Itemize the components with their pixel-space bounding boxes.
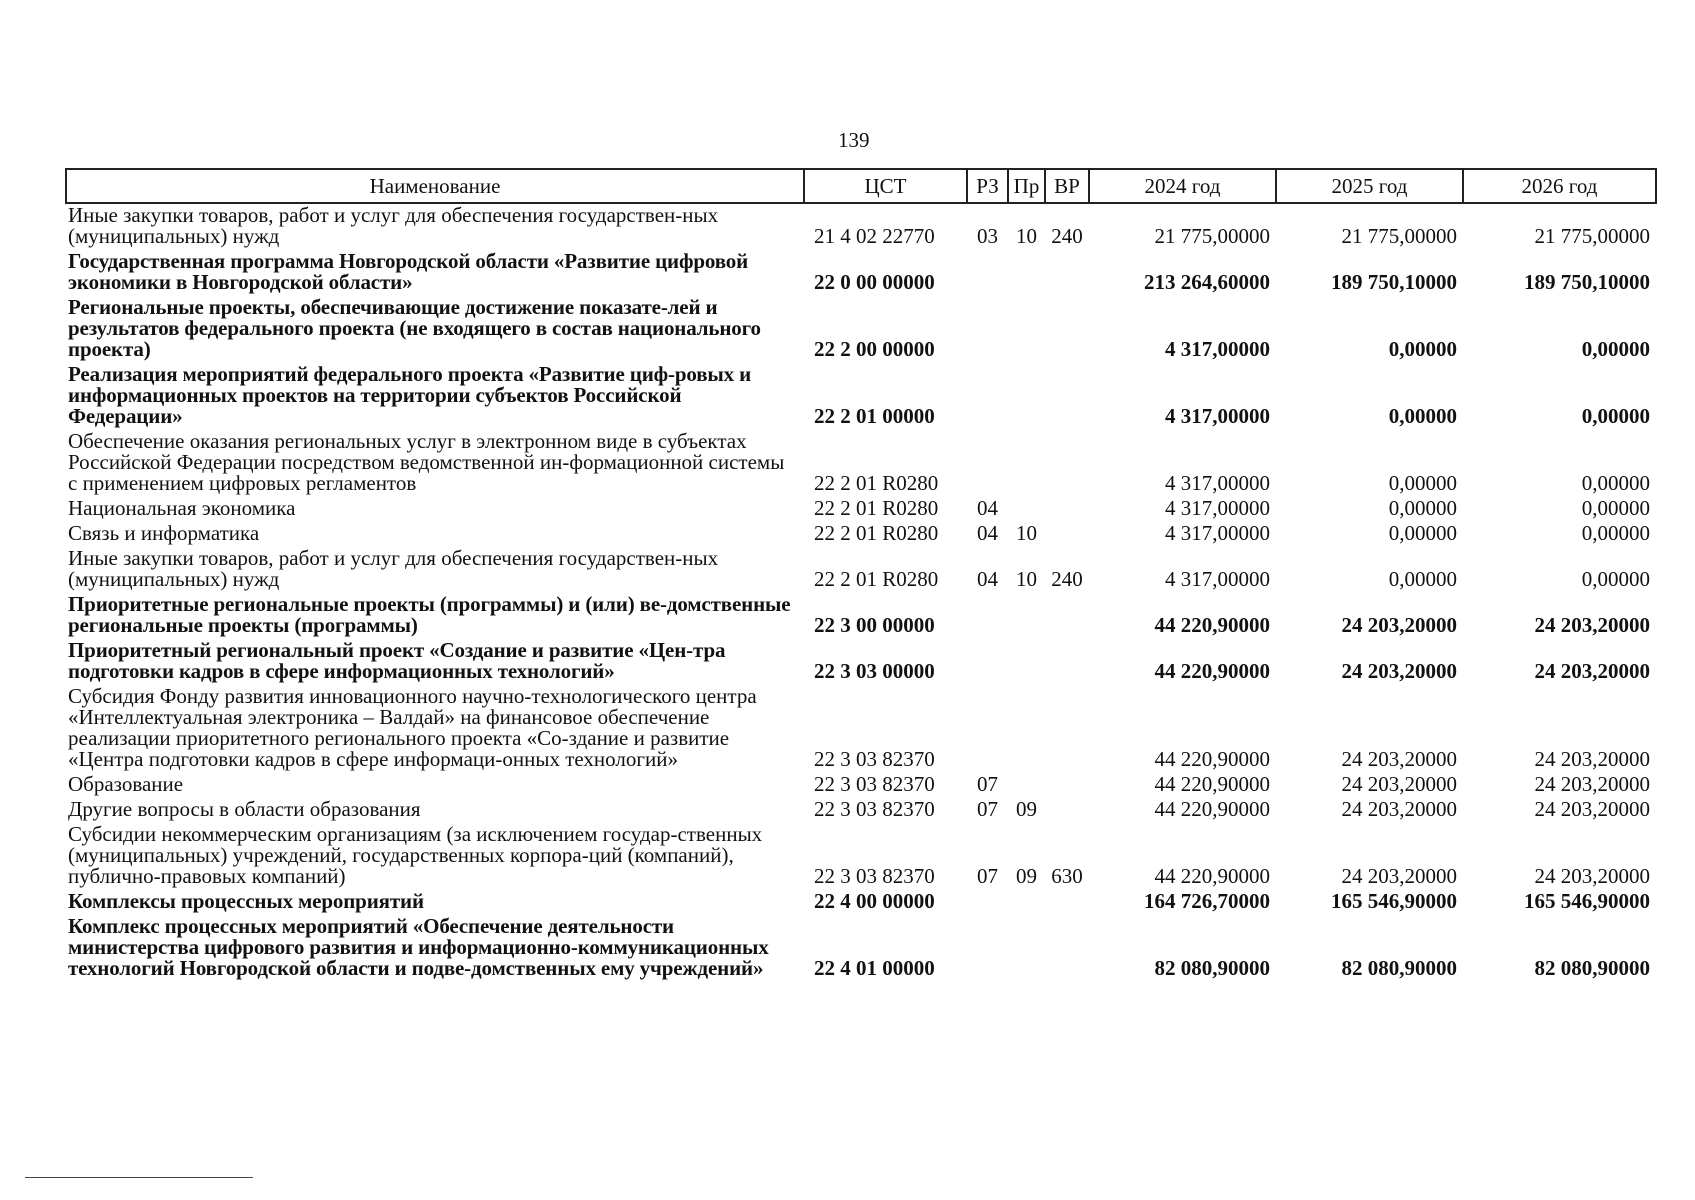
row-name: Государственная программа Новгородской области «Развитие цифровой экономики в Новгородской области» [68,249,749,294]
row-2025: 24 203,20000 [1341,797,1457,821]
row-pr: 10 [1016,521,1037,545]
row-cst: 22 3 03 82370 [814,797,935,821]
row-rz [967,296,1008,363]
row-2024: 21 775,00000 [1154,224,1270,248]
row-cst: 22 2 01 R0280 [814,471,939,495]
row-vr [1045,685,1089,773]
row-2026: 0,00000 [1581,337,1650,361]
row-name: Приоритетные региональные проекты (программы) и (или) ве-домственные региональные проекты (программы) [68,592,791,637]
row-2026: 21 775,00000 [1534,224,1650,248]
row-vr [1045,363,1089,430]
row-vr [1045,915,1089,982]
row-vr [1045,639,1089,685]
footer-rule [25,1177,253,1178]
row-2025: 0,00000 [1388,567,1457,591]
header-cst: ЦСТ [804,169,967,203]
row-2024: 4 317,00000 [1165,337,1270,361]
row-vr [1045,773,1089,798]
row-2025: 82 080,90000 [1341,956,1457,980]
row-2024: 44 220,90000 [1154,864,1270,888]
row-cst: 22 2 01 R0280 [814,496,939,520]
row-2026: 165 546,90000 [1524,889,1650,913]
row-2026: 82 080,90000 [1534,956,1650,980]
row-2024: 44 220,90000 [1154,613,1270,637]
header-pr: Пр [1008,169,1045,203]
row-pr [1008,773,1045,798]
row-2026: 24 203,20000 [1534,864,1650,888]
row-name: Связь и информатика [68,521,260,545]
row-vr [1045,798,1089,823]
row-name: Образование [68,772,184,796]
table-row [66,497,1656,522]
row-2026: 189 750,10000 [1524,270,1650,294]
row-2024: 213 264,60000 [1144,270,1270,294]
row-2025: 24 203,20000 [1341,772,1457,796]
table-row [66,430,1656,497]
row-cst: 22 2 01 R0280 [814,567,939,591]
row-rz: 04 [977,567,998,591]
row-pr [1008,685,1045,773]
table-row [66,522,1656,547]
row-cst: 22 3 03 82370 [814,772,935,796]
row-name: Приоритетный региональный проект «Создание и развитие «Цен-тра подготовки кадров в сфере информационных технологий» [68,638,726,683]
table-row [66,296,1656,363]
table-row [66,798,1656,823]
row-pr [1008,890,1045,915]
row-pr [1008,296,1045,363]
row-name: Другие вопросы в области образования [68,797,421,821]
row-vr: 240 [1051,224,1083,248]
table-row [66,890,1656,915]
table-row [66,639,1656,685]
row-2026: 0,00000 [1581,496,1650,520]
row-2025: 24 203,20000 [1341,613,1457,637]
row-name: Комплексы процессных мероприятий [68,889,424,913]
row-rz: 04 [977,496,998,520]
row-2025: 165 546,90000 [1331,889,1457,913]
row-2025: 21 775,00000 [1341,224,1457,248]
row-vr [1045,497,1089,522]
row-2026: 24 203,20000 [1534,772,1650,796]
row-pr [1008,639,1045,685]
row-vr [1045,250,1089,296]
row-name: Обеспечение оказания региональных услуг в электронном виде в субъектах Российской Федерации посредством ведомственной ин-формационной системы с применением цифровых регламентов [68,429,785,495]
table-row [66,250,1656,296]
header-rz: РЗ [967,169,1008,203]
row-rz: 07 [977,772,998,796]
row-cst: 22 3 03 82370 [814,864,935,888]
row-pr [1008,430,1045,497]
row-rz [967,639,1008,685]
row-2026: 24 203,20000 [1534,613,1650,637]
row-rz [967,250,1008,296]
row-rz [967,685,1008,773]
row-pr [1008,593,1045,639]
table-header-row [66,169,1656,203]
row-pr [1008,497,1045,522]
row-vr [1045,890,1089,915]
row-2025: 0,00000 [1388,404,1457,428]
table-row [66,773,1656,798]
table-body [66,203,1656,982]
row-2025: 24 203,20000 [1341,864,1457,888]
row-pr [1008,250,1045,296]
table-row [66,685,1656,773]
row-name: Иные закупки товаров, работ и услуг для обеспечения государствен-ных (муниципальных) нужд [68,203,719,248]
header-2025: 2025 год [1276,169,1463,203]
row-name: Комплекс процессных мероприятий «Обеспечение деятельности министерства цифрового развития и информационно-коммуникационных технологий Новгородской области и подве-домственных ему учреждений» [68,914,769,980]
row-2026: 24 203,20000 [1534,747,1650,771]
row-vr [1045,296,1089,363]
row-cst: 22 2 01 00000 [814,404,935,428]
row-rz: 07 [977,864,998,888]
row-2024: 44 220,90000 [1154,797,1270,821]
table-row [66,547,1656,593]
row-pr: 10 [1016,567,1037,591]
table-row [66,823,1656,890]
page-number: 139 [838,128,870,152]
row-rz [967,890,1008,915]
row-2026: 0,00000 [1581,471,1650,495]
row-2025: 0,00000 [1388,521,1457,545]
row-pr [1008,915,1045,982]
row-name: Региональные проекты, обеспечивающие достижение показате-лей и результатов федерального проекта (не входящего в состав национального проекта) [68,295,761,361]
row-2024: 82 080,90000 [1154,956,1270,980]
row-2026: 0,00000 [1581,521,1650,545]
row-2025: 0,00000 [1388,496,1457,520]
row-cst: 22 0 00 00000 [814,270,935,294]
row-name: Субсидии некоммерческим организациям (за исключением государ-ственных (муниципальных) учреждений, государственных корпора-ций (компаний), публично-правовых компаний) [68,822,763,888]
row-name: Национальная экономика [68,496,296,520]
row-2025: 0,00000 [1388,471,1457,495]
header-2024: 2024 год [1089,169,1276,203]
row-2025: 24 203,20000 [1341,659,1457,683]
row-vr [1045,593,1089,639]
row-rz [967,430,1008,497]
budget-table [65,168,1657,982]
row-cst: 22 3 03 82370 [814,747,935,771]
row-2024: 44 220,90000 [1154,747,1270,771]
row-2026: 24 203,20000 [1534,659,1650,683]
row-2024: 4 317,00000 [1165,567,1270,591]
row-cst: 22 2 01 R0280 [814,521,939,545]
row-2024: 4 317,00000 [1165,471,1270,495]
row-cst: 21 4 02 22770 [814,224,935,248]
row-vr: 240 [1051,567,1083,591]
row-rz: 04 [977,521,998,545]
row-rz [967,363,1008,430]
row-vr [1045,522,1089,547]
row-2025: 0,00000 [1388,337,1457,361]
row-2026: 0,00000 [1581,404,1650,428]
row-pr: 09 [1016,797,1037,821]
row-pr: 10 [1016,224,1037,248]
row-2024: 4 317,00000 [1165,521,1270,545]
row-2024: 164 726,70000 [1144,889,1270,913]
row-2024: 4 317,00000 [1165,404,1270,428]
row-cst: 22 3 00 00000 [814,613,935,637]
row-2024: 4 317,00000 [1165,496,1270,520]
row-vr [1045,430,1089,497]
row-2024: 44 220,90000 [1154,772,1270,796]
row-rz: 03 [977,224,998,248]
row-cst: 22 4 00 00000 [814,889,935,913]
row-2024: 44 220,90000 [1154,659,1270,683]
row-pr: 09 [1016,864,1037,888]
header-vr: ВР [1045,169,1089,203]
row-name: Реализация мероприятий федерального проекта «Развитие циф-ровых и информационных проектов на территории субъектов Российской Федерации» [68,362,752,428]
table-row [66,203,1656,250]
row-pr [1008,363,1045,430]
row-rz [967,915,1008,982]
row-cst: 22 3 03 00000 [814,659,935,683]
row-vr: 630 [1051,864,1083,888]
header-2026: 2026 год [1463,169,1656,203]
table-row [66,363,1656,430]
row-cst: 22 2 00 00000 [814,337,935,361]
table-row [66,593,1656,639]
table-row [66,915,1656,982]
row-rz: 07 [977,797,998,821]
row-2026: 24 203,20000 [1534,797,1650,821]
row-2026: 0,00000 [1581,567,1650,591]
row-2025: 24 203,20000 [1341,747,1457,771]
row-2025: 189 750,10000 [1331,270,1457,294]
row-cst: 22 4 01 00000 [814,956,935,980]
row-rz [967,593,1008,639]
row-name: Иные закупки товаров, работ и услуг для обеспечения государствен-ных (муниципальных) нужд [68,546,719,591]
row-name: Субсидия Фонду развития инновационного научно-технологического центра «Интеллектуальная электроника – Валдай» на финансовое обеспечение реализации приоритетного регионального проекта «Со-здание и развитие «Центра подготовки кадров в сфере информаци-онных технологий» [68,684,757,771]
header-name: Наименование [66,169,804,203]
